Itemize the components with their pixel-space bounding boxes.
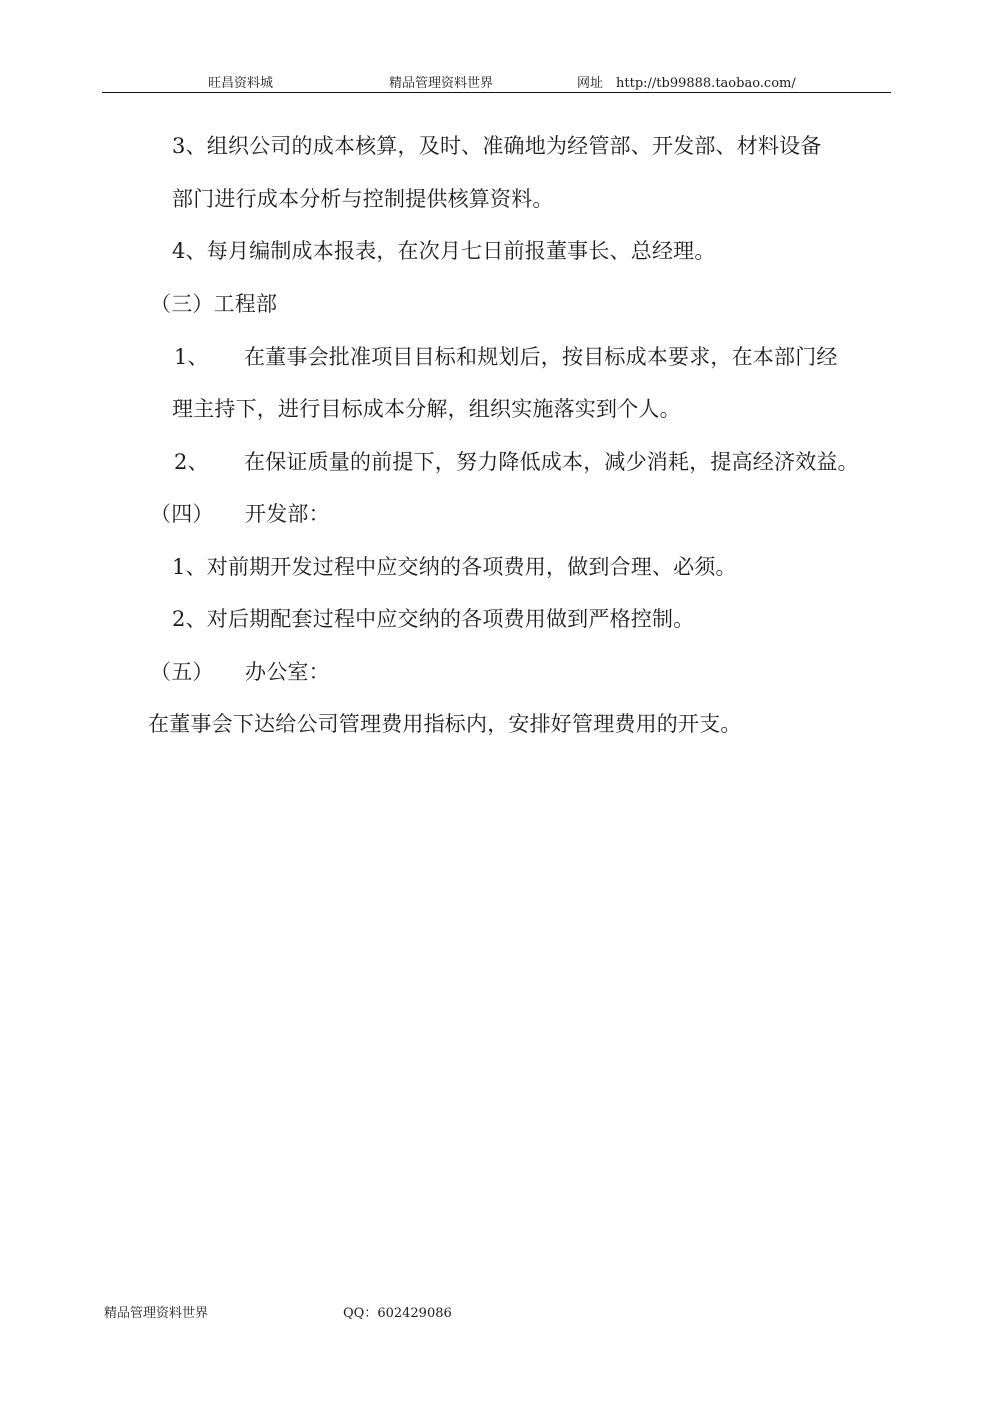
- section-heading: [150, 500, 330, 528]
- footer-qq: QQ：602429086: [343, 1306, 452, 1321]
- section-title: 开发部：: [245, 502, 330, 526]
- paragraph-line: 在董事会下达给公司管理费用指标内，安排好管理费用的开支。: [148, 712, 742, 736]
- header-site-name: 旺昌资料城: [208, 76, 274, 91]
- section-number: （五）: [150, 660, 214, 684]
- item-text: 在董事会批准项目目标和规划后，按目标成本要求，在本部门经: [244, 345, 838, 369]
- section-heading: （三）工程部: [150, 292, 278, 316]
- page-footer: [104, 1302, 452, 1321]
- section-number: （四）: [150, 502, 214, 526]
- numbered-item: [174, 343, 838, 371]
- footer-site-name: 精品管理资料世界: [104, 1306, 209, 1321]
- paragraph-line: 部门进行成本分析与控制提供核算资料。: [172, 187, 554, 211]
- item-number: 1、: [174, 345, 209, 369]
- page-header: [102, 70, 891, 93]
- paragraph-line: 1、对前期开发过程中应交纳的各项费用，做到合理、必须。: [172, 555, 737, 579]
- item-number: 2、: [174, 450, 209, 474]
- paragraph-line: 4、每月编制成本报表，在次月七日前报董事长、总经理。: [172, 239, 716, 263]
- header-url: 网址 http://tb99888.taobao.com/: [577, 76, 796, 91]
- numbered-item: [174, 448, 859, 476]
- header-slogan: 精品管理资料世界: [389, 76, 494, 91]
- section-heading: [150, 658, 330, 686]
- item-text: 在保证质量的前提下，努力降低成本，减少消耗，提高经济效益。: [244, 450, 859, 474]
- paragraph-line: 3、组织公司的成本核算，及时、准确地为经管部、开发部、材料设备: [172, 134, 822, 158]
- paragraph-line: 2、对后期配套过程中应交纳的各项费用做到严格控制。: [172, 607, 695, 631]
- section-title: 办公室：: [245, 660, 330, 684]
- paragraph-line: 理主持下，进行目标成本分解，组织实施落实到个人。: [172, 397, 681, 421]
